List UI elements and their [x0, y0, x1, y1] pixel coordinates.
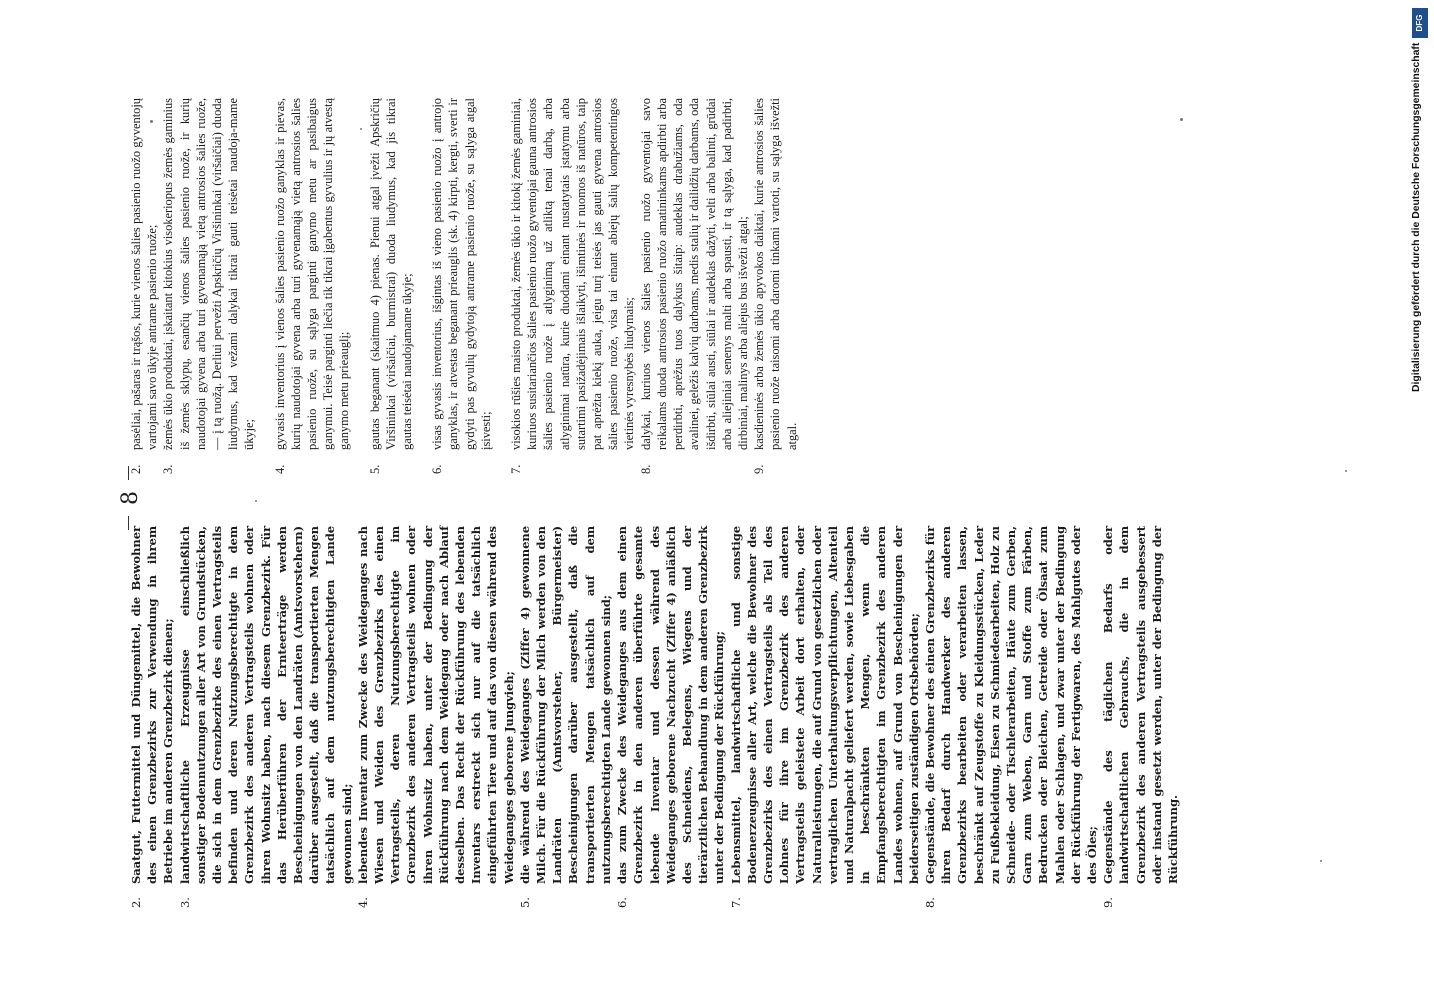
item-number: 7.: [509, 464, 524, 474]
item-text: dalykai, kuriuos vienos šalies pasienio ruožo gyventojai savo reikalams duoda antrosios pasienio ruožo amatininkams apdirbti arba perdirbti, aprėžus tuos dalykus šitaip: audeklas drabužiams, oda avalinei, geležis kalvių darbams, medis stalių ir dailidžių darbams, oda išdirbti, siūlai austi, siūlai ir audeklas dažyti, velti arba balinti, grūdai arba aliejiniai senenys malti arba spausti, ir tą sąlyga, kad padirbti, dirbiniai, malinys arba aliejus bus išvežti atgal;: [638, 98, 750, 450]
item-number: 2.: [129, 897, 143, 908]
scan-speck: [360, 128, 362, 130]
german-item: [922, 526, 1100, 908]
item-text: visas gyvasis inventorius, išgintas iš vieno pasienio ruožo į antrojo ganyklas, ir atvestas beganant prieauglis (sk. 4) kirpti, kergti, sverti ir gydyti pas gyvulių gydytoją antrame pasienio ruože, su sąlyga atgal įsivesti;: [430, 98, 493, 450]
german-item: [355, 526, 517, 908]
item-text: Gegenstände, die Bewohner des einen Grenzbezirks für ihren Bedarf durch Handwerker des anderen Grenzbezirks bearbeiten oder verarbeiten lassen, beschränkt auf Zeugstoffe zu Kleidungsstücken, Leder zu Fußbekleidung, Eisen zu Schmiedearbeiten, Holz zu Schneide- oder Tischlerarbeiten, Häute zum Gerben, Garn zum Weben, Garn und Stoffe zum Färben, Bedrucken oder Bleichen, Getreide oder Ölsaat zum Mahlen oder Schlagen, und zwar unter der Bedingung der Rückführung der Fertigwaren, des Mahlgutes oder des Öles;: [922, 526, 1099, 884]
item-number: 3.: [177, 897, 192, 908]
lithuanian-item: [429, 98, 494, 474]
lithuanian-text-column: [128, 98, 800, 474]
item-text: lebendes Inventar zum Zwecke des Weideganges nach Wiesen und Weiden des Grenzbezirks des einen Vertragsteils, deren Nutzungsberechtigte im Grenzbezirk des anderen Vertragsteils wohnen oder ihren Wohnsitz haben, unter der Bedingung der Rückführung nach dem Weidegang oder nach Ablauf desselben. Das Recht der Rückführung des lebenden Inventars erstreckt sich nur auf die tatsächlich eingeführten Tiere und auf das von diesen während des Weideganges geborene Jungvieh;: [355, 526, 516, 884]
item-text: Saatgut, Futtermittel und Düngemittel, die Bewohner des einen Grenzbezirks zur Verwendung in ihrem Betriebe im anderen Grenzbezirk dienen;: [129, 526, 176, 884]
page-number-dash-left: [128, 516, 129, 530]
item-text: das zum Zwecke des Weideganges aus dem einen Grenzbezirk in den anderen überführte gesamte lebende Inventar und dessen während des Weideganges geborene Nachzucht (Ziffer 4) anläßlich des Schneidens, Belegens, Wiegens und der tierärztlichen Behandlung in dem anderen Grenzbezirk unter der Bedingung der Rückführung;: [615, 526, 727, 884]
item-text: gautas beganant (skaitmuo 4) pienas. Pienui atgal įvežti Apskričių Viršininkai (viršaičiai, burmistrai) duoda liudymus, kad jis tikrai gautas teisėtai naudojamame ūkyje;: [367, 98, 415, 450]
scan-speck: [150, 120, 153, 123]
item-text: Lebensmittel, landwirtschaftliche und sonstige Bodenerzeugnisse aller Art, welche die Bewohner des Grenzbezirks des einen Vertragsteils als Teil des Lohnes für ihre im Grenzbezirk des anderen Vertragsteils geleistete Arbeit dort erhalten, oder Naturalleistungen, die auf Grund von gesetzlichen oder vertraglichen Unterhaltungsverpflichtungen, Altenteil und Naturalpacht geliefert werden, sowie Liebesgaben in beschränkten Mengen, wenn die Empfangsberechtigten im Grenzbezirk des anderen Landes wohnen, auf Grund von Bescheinigungen der beiderseitigen zuständigen Ortsbehörden;: [728, 526, 921, 884]
german-text-column: [128, 526, 1181, 908]
item-text: gyvasis inventorius į vienos šalies pasienio ruožo ganyklas ir pievas, kurių naudotojai gyvena arba turi gyvenamąją vietą antrosios šalies pasienio ruože, su sąlyga parginti ganymo metu ar pasibaigus ganymui. Teisė parginti liečia tik tikrai įgabentus gyvulius ir jų atvestą ganymo metu prieauglį;: [272, 98, 352, 450]
scan-speck: [1345, 470, 1347, 472]
german-item: [1100, 526, 1181, 908]
caption-text: Digitalisierung gefördert durch die Deutsche Forschungsgemeinschaft: [1411, 42, 1422, 392]
item-number: 6.: [615, 897, 630, 908]
lithuanian-item: [160, 98, 257, 474]
german-item: [728, 526, 922, 908]
german-item: [177, 526, 355, 908]
lithuanian-item: [508, 98, 638, 474]
item-text: visokios rūšies maisto produktai, žemės ūkio ir kitokį žemės gaminiai, kuriuos susitariančios šalies pasienio ruožo gyventojai gauna antrosios šalies pasienio ruože į atlyginimą už atliktą tenai darbą, arba atlyginimai natūra, kurie duodami einant nustatytais įstatymu arba sutartimi pasižadėjimais išlaikyti, išimtinės ir nuomos iš natūros, taip pat aprėžta kiekį auka, jeigu turį teisės jas gauti gyvena antrosios šalies pasienio ruože, visa tai einant abiejų šalių kompetentingos vietinės vyresnybės liudymais;: [509, 98, 637, 450]
item-number: 4.: [272, 464, 287, 474]
dfg-logo-text: DFG: [1415, 14, 1424, 32]
lithuanian-item: [367, 98, 416, 474]
item-text: kasdieninės arba žemės ūkio apyvokos daiktai, kurie antrosios šalies pasienio ruože taisomi arba daromi tinkami vartoti, su sąlyga išvežti atgal.: [752, 98, 799, 450]
item-text: die während des Weideganges (Ziffer 4) gewonnene Milch. Für die Rückführung der Milch werden von den Landräten (Amtsvorsteher, Bürgermeister) Bescheinigungen darüber ausgestellt, daß die transportierten Mengen tatsächlich auf dem nutzungsberechtigten Lande gewonnen sind;: [517, 526, 613, 884]
item-text: landwirtschaftliche Erzeugnisse einschließlich sonstiger Bodennutzungen aller Art von Grundstücken, die sich in dem Grenzbezirke des einen Vertragsteils befinden und deren Nutzungsberechtigte in dem Grenzbezirk des anderen Vertragsteils wohnen oder ihren Wohnsitz haben, nach diesem Grenzbezirk. Für das Herüberführen der Ernteerträge werden Bescheinigungen von den Landräten (Amtsvorstehern) darüber ausgestellt, daß die transportierten Mengen tatsächlich auf dem nutzungsberechtigten Lande gewonnen sind;: [177, 526, 354, 884]
item-number: 7.: [728, 897, 743, 908]
item-text: Gegenstände des täglichen Bedarfs oder landwirtschaftlichen Gebrauchs, die in dem Grenzbezirk des anderen Vertragsteils ausgebessert oder instand gesetzt werden, unter der Bedingung der Rückführung.: [1101, 526, 1180, 884]
scan-speck: [1180, 118, 1183, 121]
page-number: 8: [118, 491, 143, 505]
item-number: 9.: [752, 464, 767, 474]
item-number: 6.: [430, 464, 445, 474]
german-item: [517, 526, 614, 908]
item-number: 5.: [367, 464, 382, 474]
scan-speck: [1320, 860, 1322, 862]
lithuanian-item: [638, 98, 751, 474]
dfg-logo: [1412, 8, 1428, 38]
item-number: 8.: [638, 464, 653, 474]
lithuanian-item: [272, 98, 353, 474]
scan-speck: [255, 500, 257, 502]
german-item: [614, 526, 727, 908]
item-number: 5.: [517, 897, 532, 908]
lithuanian-item: [128, 98, 160, 474]
german-item: [128, 526, 177, 908]
item-number: 2.: [129, 464, 143, 474]
item-text: pasėliai, pašaras ir trąšos, kurie vienos šalies pasienio ruožo gyventojų vartojami savo ūkyje antrame pasienio ruože;: [129, 98, 160, 450]
lithuanian-item: [751, 98, 800, 474]
item-number: 8.: [922, 897, 937, 908]
digitization-caption: [1400, 0, 1434, 1000]
item-number: 3.: [161, 464, 176, 474]
item-text: žemės ūkio produktai, įskaitant kitokius visokeriopus žemės gaminius iš žemės sklypų, esančių vienos šalies pasienio ruože, ir kurių naudotojai gyvena arba turi gyvenamąją vietą antrosios šalies ruože, — į tą ruožą. Derliui pervežti Apskričių Viršininkai (viršaičiai) duoda liudymus, kad vežami dalykai tikrai gauti teisėtai naudoja-mame ūkyje;: [161, 98, 257, 450]
item-number: 4.: [355, 897, 370, 908]
item-number: 9.: [1101, 897, 1116, 908]
